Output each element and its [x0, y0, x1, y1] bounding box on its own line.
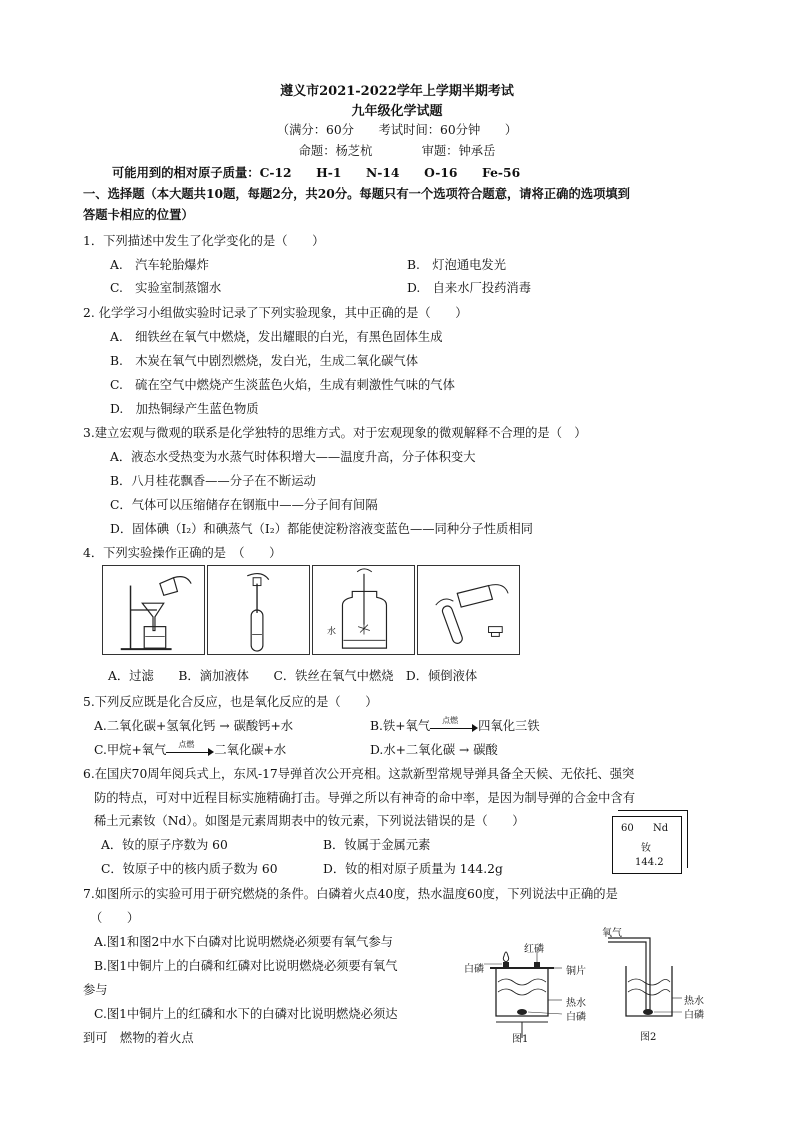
q6-line3: 稀土元素钕（Nd）。如图是元素周期表中的钕元素，下列说法错误的是（ ） — [94, 814, 525, 828]
element-mass: 144.2 — [635, 857, 664, 868]
q6-line2: 防的特点，可对中近程目标实施精确打击。导弹之所以有神奇的命中率，是因为制导弹的合金中含有 — [94, 791, 636, 805]
q3-stem: 3.建立宏观与微观的联系是化学独特的思维方式。对于宏观现象的微观解释不合理的是（ ） — [83, 426, 587, 440]
element-number: 60 — [621, 823, 634, 834]
q1-option-b: B. 灯泡通电发光 — [407, 258, 507, 272]
fig2-hot-water-label: 热水 — [684, 996, 704, 1007]
iron-burning-drawing — [313, 566, 414, 654]
section-heading-1: 一、选择题（本大题共10题，每题2分，共20分。每题只有一个选项符合题意，请将正确的选项填到 — [83, 186, 630, 201]
figure-2-drawing — [600, 922, 720, 1045]
q7-option-c-line1: C.图1中铜片上的红磷和水下的白磷对比说明燃烧必须达 — [94, 1007, 398, 1021]
q6-option-a: A．钕的原子序数为 60 — [101, 838, 228, 852]
q7-option-c-line2: 到可 燃物的着火点 — [83, 1031, 194, 1045]
figure-filtration — [102, 565, 205, 655]
figure-iron-burning — [312, 565, 415, 655]
atomic-masses: 可能用到的相对原子质量：C-12 H-1 N-14 O-16 Fe-56 — [112, 165, 521, 180]
exam-subtitle: 九年级化学试题 — [351, 104, 443, 119]
q5-c-right: 二氧化碳+水 — [214, 743, 287, 757]
figure-pouring-liquid — [417, 565, 520, 655]
element-symbol: Nd — [653, 823, 669, 834]
q6-option-b: B．钕属于金属元素 — [323, 838, 431, 852]
fig2-oxygen-label: 氧气 — [602, 928, 622, 939]
q7-option-b-line1: B.图1中铜片上的白磷和红磷对比说明燃烧必须要有氧气 — [94, 959, 398, 973]
fig1-copper-label: 铜片 — [566, 966, 586, 977]
q2-option-a: A. 细铁丝在氧气中燃烧，发出耀眼的白光，有黑色固体生成 — [110, 330, 443, 344]
q6-line1: 6.在国庆70周年阅兵式上，东风-17导弹首次公开亮相。这款新型常规导弹具备全天候、无依托、强突 — [83, 767, 635, 781]
q2-stem: 2. 化学学习小组做实验时记录了下列实验现象，其中正确的是（ ） — [83, 306, 468, 320]
figure-2-apparatus — [600, 922, 720, 1045]
figure-1-apparatus — [462, 930, 612, 1045]
q2-option-d: D. 加热铜绿产生蓝色物质 — [110, 402, 259, 416]
pouring-drawing — [418, 566, 519, 654]
q5-b-left: B.铁+氧气 — [370, 719, 431, 733]
water-label: 水 — [327, 627, 337, 637]
q5-option-b — [370, 716, 540, 734]
fig1-red-phosphorus-label: 红磷 — [524, 944, 544, 955]
q3-option-a: A．液态水受热变为水蒸气时体积增大——温度升高，分子体积变大 — [110, 450, 476, 464]
q5-option-c — [94, 740, 286, 758]
element-name: 钕 — [641, 843, 651, 854]
q7-line2: （ ） — [90, 911, 140, 925]
q1-option-a: A. 汽车轮胎爆炸 — [110, 258, 209, 272]
q6-option-d: D．钕的相对原子质量为 144.2g — [323, 862, 503, 876]
fig2-white-phosphorus-label: 白磷 — [684, 1010, 704, 1021]
q3-option-b: B．八月桂花飘香——分子在不断运动 — [110, 474, 316, 488]
filtration-drawing — [103, 566, 204, 654]
q5-b-condition: 点燃 — [442, 715, 459, 725]
q7-option-b-line2: 参与 — [83, 983, 108, 997]
q4-options: A．过滤 B．滴加液体 C．铁丝在氧气中燃烧 D．倾倒液体 — [108, 669, 478, 683]
q7-line1: 7.如图所示的实验可用于研究燃烧的条件。白磷着火点40度，热水温度60度，下列说法中正确的是 — [83, 887, 618, 901]
q5-option-d: D.水+二氧化碳 → 碳酸 — [370, 743, 498, 757]
q3-option-d: D．固体碘（I₂）和碘蒸气（I₂）都能使淀粉溶液变蓝色——同种分子性质相同 — [110, 522, 533, 536]
reaction-arrow-c — [166, 739, 214, 757]
q7-option-a: A.图1和图2中水下白磷对比说明燃烧必须要有氧气参与 — [94, 935, 393, 949]
q5-stem: 5.下列反应既是化合反应，也是氧化反应的是（ ） — [83, 695, 378, 709]
q2-option-b: B. 木炭在氧气中剧烈燃烧，发白光，生成二氧化碳气体 — [110, 354, 419, 368]
exam-title: 遵义市2021-2022学年上学期半期考试 — [280, 84, 514, 99]
dropper-drawing — [208, 566, 309, 654]
fig2-caption: 图2 — [640, 1032, 657, 1043]
score-time: （满分：60分 考试时间：60分钟 ） — [276, 123, 518, 137]
fig1-white-phosphorus-label: 白磷 — [464, 964, 484, 975]
q6-option-c: C．钕原子中的核内质子数为 60 — [101, 862, 278, 876]
q5-option-a: A.二氧化碳+氢氧化钙 → 碳酸钙+水 — [94, 719, 294, 733]
q5-c-condition: 点燃 — [178, 739, 195, 749]
authors: 命题：杨芝杭 审题：钟承岳 — [298, 144, 496, 158]
fig1-white-phosphorus-underwater-label: 白磷 — [566, 1012, 586, 1023]
q1-stem: 1．下列描述中发生了化学变化的是（ ） — [83, 234, 325, 248]
q5-c-left: C.甲烷+氧气 — [94, 743, 167, 757]
q1-option-d: D. 自来水厂投药消毒 — [407, 281, 532, 295]
element-card-neodymium — [612, 816, 682, 874]
q1-option-c: C. 实验室制蒸馏水 — [110, 281, 222, 295]
section-heading-2: 答题卡相应的位置） — [83, 207, 194, 222]
q5-b-right: 四氧化三铁 — [478, 719, 540, 733]
fig1-hot-water-label: 热水 — [566, 998, 586, 1009]
q4-stem: 4．下列实验操作正确的是 （ ） — [83, 546, 282, 560]
fig1-caption: 图1 — [512, 1034, 529, 1045]
reaction-arrow-b — [430, 715, 478, 733]
q2-option-c: C. 硫在空气中燃烧产生淡蓝色火焰，生成有刺激性气味的气体 — [110, 378, 455, 392]
figure-dropping-liquid — [207, 565, 310, 655]
q3-option-c: C．气体可以压缩储存在钢瓶中——分子间有间隔 — [110, 498, 378, 512]
